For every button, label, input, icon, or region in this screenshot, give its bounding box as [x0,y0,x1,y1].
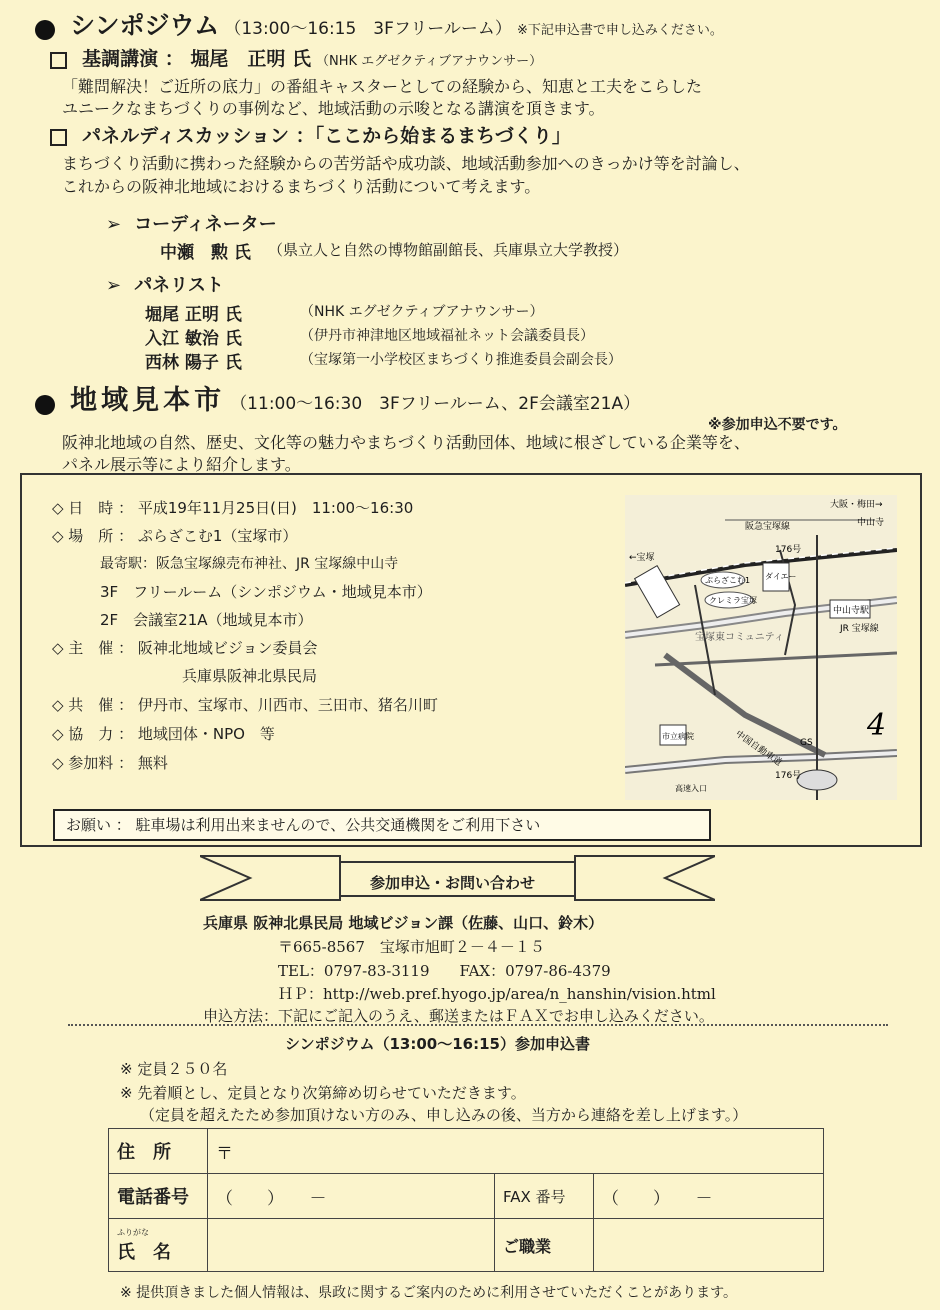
arrow-right-icon: ➢ [106,275,122,296]
panelist-role: （宝塚第一小学校区まちづくり推進委員会副会長） [300,352,622,368]
access-map [625,495,897,800]
coop-row [52,723,275,744]
coop-label: ◇ 協 力 ： [52,725,134,743]
place-row [52,525,297,546]
map-label-jr: JR 宝塚線 [840,624,879,634]
cohost-row [52,694,438,715]
furigana-label: ふりがな [117,1227,149,1237]
form-row-phone [109,1174,824,1219]
keynote-role: （NHK エグゼクティブアナウンサー） [316,54,543,69]
place-label: ◇ 場 所 ： [52,527,134,545]
date-value: 平成19年11月25日(日) 11:00～16:30 [137,499,414,517]
fee-value: 無料 [137,754,168,772]
name-field[interactable] [208,1219,495,1272]
form-rule-2: （定員を超えたため参加頂けない方のみ、申し込みの後、当方から連絡を差し上げます。） [140,1106,748,1124]
map-label-nakayama-station: 中山寺駅 [833,606,870,616]
contact-homepage[interactable]: ＨＰ：http://web.pref.hyogo.jp/area/n_hanshin/vision.html [278,985,716,1003]
panel-heading [50,121,571,148]
contact-tel-fax: TEL：0797-83-3119 FAX：0797-86-4379 [278,962,611,980]
place-value: ぷらざこむ1（宝塚市） [137,527,298,545]
map-label-north: 4 [867,708,887,743]
panelist-name: 入江 敏治 氏 [145,329,242,349]
panelist-heading-label: パネリスト [134,275,224,296]
map-label-route176-south: 176号 [775,771,802,781]
keynote-heading [50,44,542,71]
coordinator-heading-label: コーディネーター [134,214,277,235]
contact-address: 〒665-8567 宝塚市旭町２－４－１５ [278,938,545,956]
panelist-role: （伊丹市神津地区地域福祉ネット会議委員長） [300,328,594,344]
market-note: ※参加申込不要です。 [708,417,847,433]
map-label-hankyu: 阪急宝塚線 [745,522,791,532]
application-form-table [108,1128,824,1272]
map-label-expressway: 中国自動車道 [733,729,784,769]
market-desc-1: 阪神北地域の自然、歴史、文化等の魅力やまちづくり活動団体、地域に根ざしている企業等を、 [62,433,750,452]
symposium-heading [35,6,723,42]
form-capacity: ※ 定員２５０名 [120,1060,228,1078]
map-label-route176: 176号 [775,545,802,555]
map-label-kousoku: 高速入口 [675,784,707,793]
form-row-address [109,1129,824,1174]
map-label-plaza: ぷらざこむ1 [705,576,751,585]
address-label: 住 所 [109,1129,208,1174]
contact-banner-label: 参加申込・お問い合わせ [370,874,536,892]
name-label-cell [109,1219,208,1272]
map-label-daiei: ダイエー [765,572,797,581]
map-label-osaka: 大阪・梅田→ [830,500,883,510]
phone-label: 電話番号 [109,1174,208,1219]
keynote-label: 基調講演 ： 堀尾 正明 氏 [82,48,311,70]
symposium-time: （13:00～16:15 3Fフリールーム） [224,19,512,39]
bullet-icon [35,395,55,415]
panel-desc-1: まちづくり活動に携わった経験からの苦労話や成功談、地域活動参加へのきっかけ等を討論し、 [62,154,750,173]
host-value-1: 阪神北地域ビジョン委員会 [137,639,318,657]
keynote-desc-2: ユニークなまちづくりの事例など、地域活動の示唆となる講演を頂きます。 [62,99,605,118]
symposium-title: シンポジウム [70,11,220,40]
phone-field[interactable]: （ ） － [208,1174,495,1219]
parking-notice: お願い ： 駐車場は利用出来ませんので、公共交通機関をご利用下さい [66,816,541,834]
checkbox-icon [50,52,67,69]
cohost-value: 伊丹市、宝塚市、川西市、三田市、猪名川町 [137,696,438,714]
market-desc-2: パネル展示等により紹介します。 [62,455,301,474]
host-row [52,637,318,658]
nearest-station: 最寄駅：阪急宝塚線売布神社、JR 宝塚線中山寺 [100,556,399,572]
keynote-desc-1: 「難問解決！ご近所の底力」の番組キャスターとしての経験から、知恵と工夫をこらした [62,77,703,96]
symposium-note: ※下記申込書で申し込みください。 [516,23,723,38]
coordinator-name: 中瀬 勲 氏 [160,243,251,263]
arrow-right-icon: ➢ [106,214,122,235]
panel-label: パネルディスカッション ：「ここから始まるまちづくり」 [82,125,571,147]
checkbox-icon [50,129,67,146]
map-label-city-hospital: 市立病院 [662,732,694,741]
fax-label: FAX 番号 [495,1174,594,1219]
coop-value: 地域団体・NPO 等 [137,725,275,743]
panelist-name: 西林 陽子 氏 [145,353,242,373]
apply-method: 申込方法：下記にご記入のうえ、郵送またはＦＡＸでお申し込みください。 [203,1007,714,1025]
panelist-heading [106,271,224,297]
name-label: 氏 名 [117,1241,171,1263]
map-drawing [625,495,897,800]
form-title: シンポジウム（13:00～16:15）参加申込書 [285,1035,590,1053]
cut-line [68,1024,888,1026]
fee-label: ◇ 参加料 ： [52,754,134,772]
address-field[interactable] [208,1129,824,1174]
map-label-kuremira: クレミラ宝塚 [709,596,757,605]
panelist-role: （NHK エグゼクティブアナウンサー） [300,304,544,320]
contact-org: 兵庫県 阪神北県民局 地域ビジョン課（佐藤、山口、鈴木） [203,914,604,932]
job-label: ご職業 [495,1219,594,1272]
panelist-name: 堀尾 正明 氏 [145,305,242,325]
coordinator-role: （県立人と自然の博物館副館長、兵庫県立大学教授） [268,241,629,259]
postal-mark: 〒 [216,1143,233,1164]
privacy-note: ※ 提供頂きました個人情報は、県政に関するご案内のために利用させていただくことがあります。 [120,1285,738,1301]
map-label-nakayama: 中山寺 [857,518,885,528]
room-2f: 2F 会議室21A（地域見本市） [100,611,313,629]
map-label-gs: GS [800,738,813,748]
market-title: 地域見本市 [70,385,226,416]
job-field[interactable] [594,1219,824,1272]
date-label: ◇ 日 時 ： [52,499,134,517]
market-time: （11:00～16:30 3Fフリールーム、2F会議室21A） [230,394,641,414]
coordinator-heading [106,210,277,236]
fee-row [52,752,168,773]
form-rule-1: ※ 先着順とし、定員となり次第締め切らせていただきます。 [120,1084,526,1102]
map-label-community: 宝塚東コミュニティ [695,632,784,643]
market-heading [35,378,640,417]
panel-desc-2: これからの阪神北地域におけるまちづくり活動について考えます。 [62,177,541,196]
date-row [52,497,413,518]
form-row-name [109,1219,824,1272]
cohost-label: ◇ 共 催 ： [52,696,134,714]
bullet-icon [35,20,55,40]
fax-field[interactable]: （ ） － [594,1174,824,1219]
map-label-takarazuka: ←宝塚 [629,553,655,563]
host-label: ◇ 主 催 ： [52,639,134,657]
room-3f: 3F フリールーム（シンポジウム・地域見本市） [100,583,432,601]
host-value-2: 兵庫県阪神北県民局 [182,667,318,685]
